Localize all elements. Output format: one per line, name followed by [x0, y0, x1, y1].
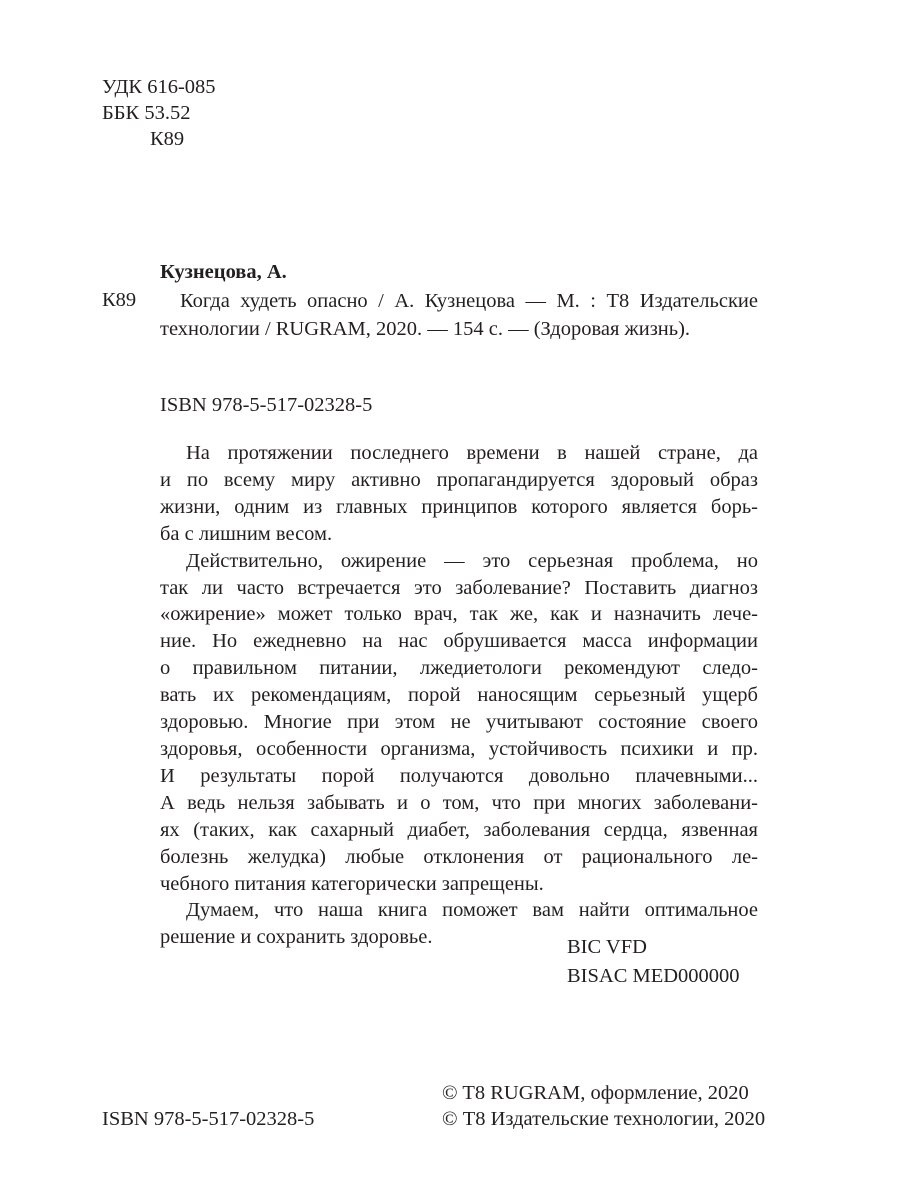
annotation-line: решение и сохранить здоровье. — [160, 926, 433, 949]
bbk-code: ББК 53.52 — [102, 102, 191, 124]
annotation-line: ях (таких, как сахарный диабет, заболевания сердца, язвенная — [160, 818, 758, 841]
annotation-line: жизни, одним из главных принципов которого является борь- — [160, 495, 758, 518]
annotation-line: о правильном питании, лжедиетологи рекомендуют следо- — [160, 657, 758, 680]
copyright-block — [442, 1080, 765, 1132]
bisac-code: BISAC MED000000 — [567, 965, 740, 987]
annotation-line: А ведь нельзя забывать и о том, что при многих заболевани- — [160, 791, 758, 814]
annotation-line: так ли часто встречается это заболевание? Поставить диагноз — [160, 576, 758, 599]
annotation-line: «ожирение» может только врач, так же, как и назначить лече- — [160, 603, 758, 626]
author-heading: Кузнецова, А. — [160, 261, 287, 283]
annotation — [160, 440, 758, 951]
annotation-line: здоровью. Многие при этом не учитывают состояние своего — [160, 711, 758, 734]
udk-code: УДК 616-085 — [102, 76, 216, 98]
copyright-publisher: © Т8 Издательские технологии, 2020 — [442, 1108, 766, 1130]
author-mark: К89 — [150, 128, 185, 150]
annotation-line: Думаем, что наша книга поможет вам найти оптимальное — [186, 899, 758, 922]
isbn: ISBN 978-5-517-02328-5 — [160, 394, 373, 416]
subject-codes — [567, 934, 740, 992]
description-line: Когда худеть опасно / А. Кузнецова — М. : Т8 Издательские — [180, 290, 758, 312]
annotation-line: здоровья, особенности организма, устойчивость психики и пр. — [160, 737, 758, 760]
annotation-line: ние. Но ежедневно на нас обрушивается масса информации — [160, 630, 758, 653]
annotation-line: чебного питания категорически запрещены. — [160, 872, 544, 895]
bibliographic-description — [160, 287, 758, 343]
annotation-line: И результаты порой получаются довольно плачевными... — [160, 764, 758, 787]
description-line: технологии / RUGRAM, 2020. — 154 с. — (Здоровая жизнь). — [160, 318, 691, 340]
annotation-line: болезнь желудка) любые отклонения от рационального ле- — [160, 845, 758, 868]
annotation-line: Действительно, ожирение — это серьезная проблема, но — [186, 549, 758, 572]
annotation-line: вать их рекомендациям, порой наносящим серьезный ущерб — [160, 684, 758, 707]
classification-block — [102, 74, 216, 152]
footer-isbn: ISBN 978-5-517-02328-5 — [102, 1108, 315, 1130]
record-author-mark: К89 — [102, 289, 137, 311]
bic-code: BIC VFD — [567, 936, 647, 958]
annotation-line: На протяжении последнего времени в нашей стране, да — [186, 442, 758, 464]
copyright-design: © T8 RUGRAM, оформление, 2020 — [442, 1082, 749, 1104]
annotation-line: ба с лишним весом. — [160, 522, 333, 545]
annotation-line: и по всему миру активно пропагандируется здоровый образ — [160, 468, 758, 491]
